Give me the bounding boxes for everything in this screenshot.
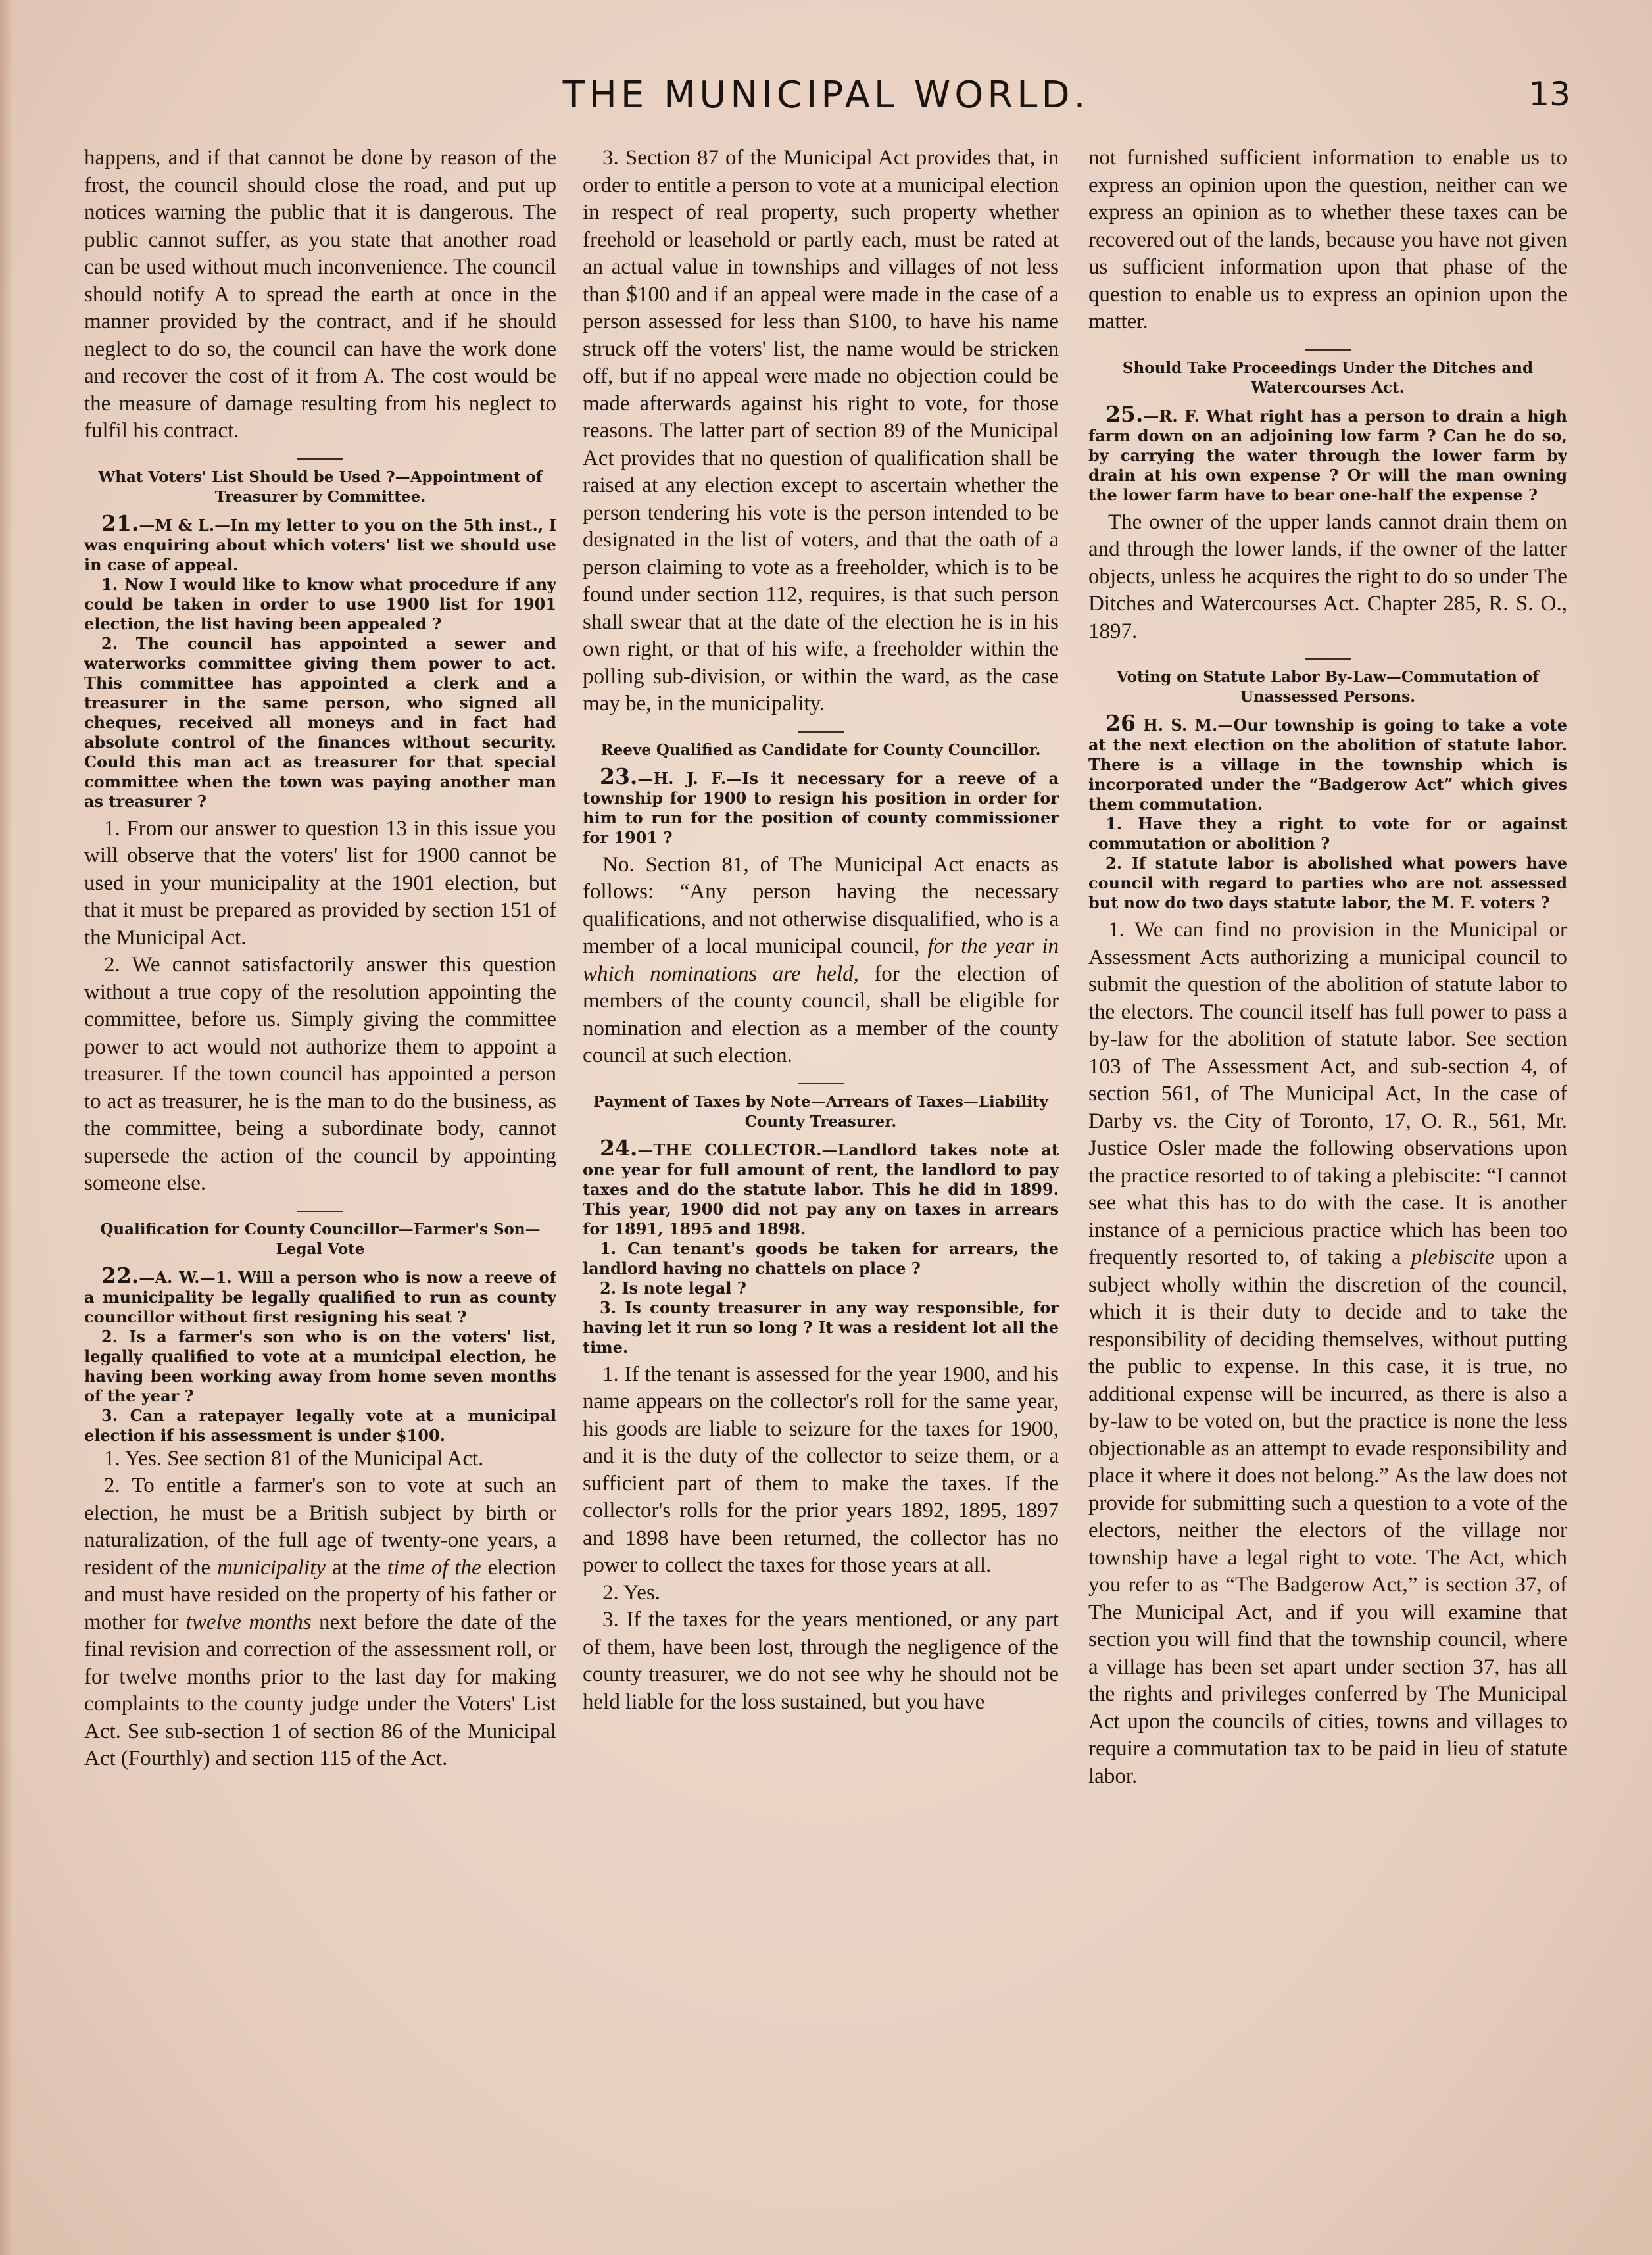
question-heading: Qualification for County Councillor—Farmer's Son—Legal Vote — [100, 1220, 541, 1258]
question-text — [1088, 400, 1567, 505]
question-heading: Voting on Statute Labor By-Law—Commutation of Unassessed Persons. — [1116, 668, 1540, 706]
answer-paragraph: not furnished sufficient information to enable us to express an opinion upon the question, neither can we express an opinion as to whether these taxes can be recovered out of the lands, because you have not given us sufficient information upon that phase of the question to enable us to express an opinion upon the matter. — [1088, 146, 1567, 333]
answer-text: 2. To entitle a farmer's son to vote at such an election, he must be a British subject by birth or naturalization, of the full age of twenty-one years, a resident of the — [84, 1474, 556, 1580]
section-divider — [297, 458, 343, 460]
question-text — [583, 763, 1059, 848]
column-left — [84, 145, 556, 2170]
answer-text: next before the date of the final revision and correction of the assessment roll, or for twelve months prior to the last day for making complaints to the county judge under the Voters' List Act. See sub-section 1 of section 86 of the Municipal Act (Fourthly) and section 115 of the Act. — [84, 1610, 556, 1770]
emphasis: time of the — [387, 1555, 481, 1580]
question-text — [1088, 710, 1567, 814]
answer-paragraph — [1088, 917, 1567, 1790]
answer-paragraph — [84, 1472, 556, 1773]
emphasis: twelve months — [185, 1610, 312, 1634]
question-heading: Should Take Proceedings Under the Ditches and Watercourses Act. — [1122, 358, 1534, 397]
question-number: 25. — [1105, 400, 1144, 427]
question-text: 3. Can a ratepayer legally vote at a municipal election if his assessment is under $100. — [84, 1405, 556, 1445]
answer-paragraph: 2. We cannot satisfactorily answer this question without a true copy of the resolution appointing the committee, before us. Simply giving the committee power to act would not authorize them to appoint a treasurer. If the town council has appointed a person to act as treasurer, he is the man to do the business, as the committee, being a subordinate body, cannot supersede the action of the council by appointing someone else. — [84, 953, 556, 1195]
answer-paragraph: 1. If the tenant is assessed for the year 1900, and his name appears on the collector's roll for the same year, his goods are liable to seizure for the taxes for 1900, and it is the duty of the collector to seize them, or a sufficient part of them to make the taxes. If the collector's rolls for the prior years 1892, 1895, 1897 and 1898 have been returned, the collector has no power to collect the taxes for those years at all. — [583, 1362, 1059, 1577]
answer-paragraph: 1. From our answer to question 13 in this issue you will observe that the voters' list for 1900 cannot be used in your municipality at the 1901 election, but that it must be prepared as provided by section 151 of the Municipal Act. — [84, 816, 556, 950]
question-intro: —M & L.—In my letter to you on the 5th inst., I was enquiring about which voters' list we should use in case of appeal. — [84, 515, 556, 574]
question-number: 24. — [600, 1134, 638, 1161]
answer-text: 1. We can find no provision in the Municipal or Assessment Acts authorizing a municipal council to submit the question of the abolition of statute labor to the electors. The council itself has full power to pass a by-law for the abolition of statute labor. See section 103 of The Assessment Act, and sub-section 4, of section 561, of The Municipal Act, In the case of Darby vs. the City of Toronto, 17, O. R., 561, Mr. Justice Osler made the following observations upon the practice resorted to of taking a plebiscite: “I cannot see what this has to do with the case. It is another instance of a pernicious practice which has been too frequently resorted to, of taking a — [1088, 918, 1567, 1269]
answer-text: , for the election of members of the county council, shall be eligible for nomination and election as a member of the county council at such election. — [583, 961, 1059, 1067]
question-text: 3. Is county treasurer in any way responsible, for having let it run so long ? It was a resident lot all the time. — [583, 1297, 1059, 1357]
question-number: 21. — [101, 510, 139, 536]
answer-paragraph: 1. Yes. See section 81 of the Municipal Act. — [104, 1446, 484, 1470]
answer-paragraph — [583, 852, 1059, 1070]
paragraph: happens, and if that cannot be done by reason of the frost, the council should close the road, and put up notices warning the public that it is dangerous. The public cannot suffer, as you state that another road can be used without much inconvenience. The council should notify A to spread the earth at once in the manner provided by the contract, and if he should neglect to do so, the council can have the work done and recover the cost of it from A. The cost would be the measure of damage resulting from his neglect to fulfil his contract. — [84, 146, 556, 443]
question-text: 1. Can tenant's goods be taken for arrears, the landlord having no chattels on place ? — [583, 1238, 1059, 1278]
question-intro: —R. F. What right has a person to drain a high farm down on an adjoining low farm ? Can he do so, by carrying the water through the lower farm by drain at his own expense ? Or will the man owning the lower farm have to bear one-half the expense ? — [1088, 406, 1567, 504]
answer-text: upon a subject wholly within the discretion of the council, which it is their duty to decide and to take the responsibility of deciding themselves, without putting the public to expense. In this case, it is true, no additional expense will be incurred, as there is also a by-law to be voted on, but the practice is none the less objectionable as an attempt to evade responsibility and place it where it does not belong.” As the law does not provide for submitting such a question to a vote of the electors, neither the electors of the village nor township have a legal right to vote. The Act, which you refer to as “The Badgerow Act,” is section 37, of The Municipal Act, and if you will examine that section you will find that the township council, where a village has been set apart under section 37, has all the rights and privileges conferred by The Municipal Act upon the councils of cities, towns and villages to require a commutation tax to be paid in lieu of statute labor. — [1088, 1246, 1567, 1788]
question-intro: —A. W.—1. Will a person who is now a reeve of a municipality be legally qualified to run as county councillor without first resigning his seat ? — [84, 1267, 556, 1326]
page-header — [0, 74, 1652, 126]
column-right — [1088, 145, 1567, 2170]
question-intro: H. S. M.—Our township is going to take a vote at the next election on the abolition of statute labor. There is a village in the township which is incorporated under the “Badgerow Act” which gives them commutation. — [1088, 715, 1567, 813]
emphasis: municipality — [217, 1555, 326, 1580]
question-heading: Payment of Taxes by Note—Arrears of Taxes—Liability County Treasurer. — [593, 1092, 1048, 1130]
answer-paragraph: 3. Section 87 of the Municipal Act provides that, in order to entitle a person to vote at a municipal election in respect of real property, such property whether freehold or leasehold or partly each, must be rated at an actual value in townships and villages of not less than $100 and if an appeal were made in the case of a person assessed for less than $100, to have his name struck off the voters' list, the name would be stricken off, but if no appeal were made no objection could be made afterwards against his right to vote, for those reasons. The latter part of section 89 of the Municipal Act provides that no question of qualification shall be raised at any election except to ascertain whether the person tendering his vote is the person intended to be designated in the list of voters, and that the oath of a person claiming to vote as a freeholder, which is to be found under section 112, requires, is that such person shall swear that at the date of the election he is in his own right, or that of his wife, a freeholder within the polling sub-division, or within the ward, as the case may be, in the municipality. — [583, 146, 1059, 715]
question-text: 2. The council has appointed a sewer and waterworks committee giving them power to act. This committee has appointed a clerk and a treasurer in the same person, who signed all cheques, received all moneys and in fact had absolute control of the finances without security. Could this man act as treasurer for that special committee when the town was paying another man as treasurer ? — [84, 633, 556, 811]
question-number: 22. — [101, 1262, 139, 1288]
section-divider — [1305, 349, 1351, 351]
answer-paragraph: 2. Yes. — [602, 1580, 661, 1605]
question-text: 2. Is a farmer's son who is on the voters' list, legally qualified to vote at a municipal election, he having been working away from home seven months of the year ? — [84, 1326, 556, 1405]
question-text — [583, 1134, 1059, 1239]
emphasis: for the year in which nominations are held — [583, 934, 1059, 986]
question-text: 1. Now I would like to know what procedure if any could be taken in order to use 1900 list for 1901 election, the list having been appealed ? — [84, 574, 556, 633]
section-divider — [798, 1083, 844, 1084]
binding-shadow — [0, 0, 13, 2255]
question-heading: What Voters' List Should be Used ?—Appointment of Treasurer by Committee. — [98, 468, 543, 506]
section-divider — [798, 731, 844, 733]
question-text: 2. If statute labor is abolished what powers have council with regard to parties who are not assessed but now do two days statute labor, the M. F. voters ? — [1088, 854, 1567, 912]
column-middle — [583, 145, 1059, 2170]
question-intro: —H. J. F.—Is it necessary for a reeve of a township for 1900 to resign his position in order for him to run for the position of county commissioner for 1901 ? — [583, 768, 1059, 847]
section-divider — [297, 1211, 343, 1212]
question-intro: —THE COLLECTOR.—Landlord takes note at one year for full amount of rent, the landlord to pay taxes and do the statute labor. This he did in 1899. This year, 1900 did not pay any on taxes in arrears for 1891, 1895 and 1898. — [583, 1140, 1059, 1238]
answer-text: No. Section 81, of The Municipal Act enacts as follows: “Any person having the necessary qualifications, and not otherwise disqualified, who is a member of a local municipal council, — [583, 852, 1059, 958]
page-number: 13 — [1528, 75, 1570, 113]
answer-paragraph: 3. If the taxes for the years mentioned, or any part of them, have been lost, through the negligence of the county treasurer, we do not see why he should not be held liable for the loss sustained, but you have — [583, 1608, 1059, 1714]
question-heading: Reeve Qualified as Candidate for County Councillor. — [600, 740, 1041, 759]
question-text: 1. Have they a right to vote for or against commutation or abolition ? — [1088, 814, 1567, 853]
answer-paragraph: The owner of the upper lands cannot drain them on and through the lower lands, if the owner of the latter objects, unless he acquires the right to do so under The Ditches and Watercourses Act. Chapter 285, R. S. O., 1897. — [1088, 510, 1567, 643]
answer-text: election and must have resided on the property of his father or mother for — [84, 1555, 556, 1634]
answer-text: at the — [326, 1555, 387, 1580]
emphasis: plebiscite — [1411, 1246, 1495, 1269]
question-number: 26 — [1105, 710, 1136, 736]
question-number: 23. — [600, 763, 638, 789]
section-divider — [1305, 658, 1351, 660]
question-text — [84, 1262, 556, 1327]
question-text — [84, 510, 556, 575]
publication-title: THE MUNICIPAL WORLD. — [562, 74, 1090, 116]
question-text: 2. Is note legal ? — [600, 1278, 746, 1297]
